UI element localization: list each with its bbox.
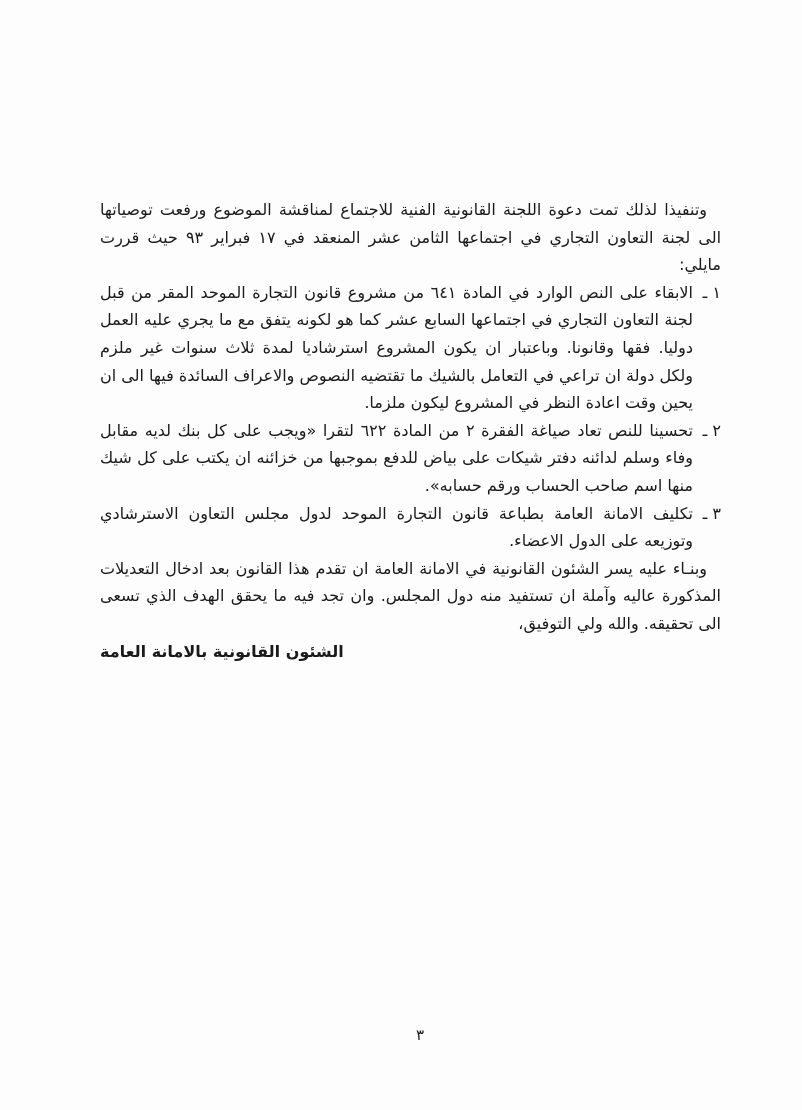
list-item (100, 500, 721, 555)
item-text: تكليف الامانة العامة بطباعة قانون التجارة الموحد لدول مجلس التعاون الاسترشادي وتوزيعه على الدول الاعضاء. (100, 503, 693, 551)
list-item (100, 417, 721, 500)
item-number: ٢ ـ (702, 420, 721, 440)
signature-line: الشئون القانونية بالامانة العامة (100, 641, 344, 661)
list-item (100, 279, 721, 417)
intro-paragraph: وتنفيذا لذلك تمت دعوة اللجنة القانونية الفنية للاجتماع لمناقشة الموضوع ورفعت توصياتها الى لجنة التعاون التجاري في اجتماعها الثامن عشر المنعقد في ١٧ فبراير ٩٣ حيث قررت مايلي: (100, 200, 722, 275)
closing-paragraph: وبنـاء عليه يسر الشئون القانونية في الامانة العامة ان تقدم هذا القانون بعد ادخال التعديلات المذكورة عاليه وآملة ان تستفيد منه دول المجلس. وان تجد فيه ما يحقق الهدف الذي تسعى الى تحقيقه. والله ولي التوفيق، (100, 558, 721, 633)
page-number: ٣ (415, 1026, 425, 1044)
item-text: الابقاء على النص الوارد في المادة ٦٤١ من مشروع قانون التجارة الموحد المقر من قبل لجنة التعاون التجاري في اجتماعها السابع عشر كما هو لكونه يتفق مع ما يجري عليه العمل دوليا. فقها وقانونا. وباعتبار ان يكون المشروع استرشاديا لمدة ثلاث سنوات غير ملزم ولكل دولة ان تراعي في التعامل بالشيك ما تقتضيه النصوص والاعراف السائدة فيها الى ان يحين وقت اعادة النظر في المشروع ليكون ملزما. (100, 282, 694, 413)
item-number: ١ ـ (702, 282, 721, 302)
item-text: تحسينا للنص تعاد صياغة الفقرة ٢ من المادة ٦٢٢ لتقرا «ويجب على كل بنك لديه مقابل وفاء وسلم لدائنه دفتر شيكات على بياض للدفع بموجبها من خزائنه ان يكتب على كل شيك منها اسم صاحب الحساب ورقم حسابه». (100, 420, 693, 495)
item-number: ٣ ـ (702, 503, 721, 523)
document-body (100, 196, 721, 665)
